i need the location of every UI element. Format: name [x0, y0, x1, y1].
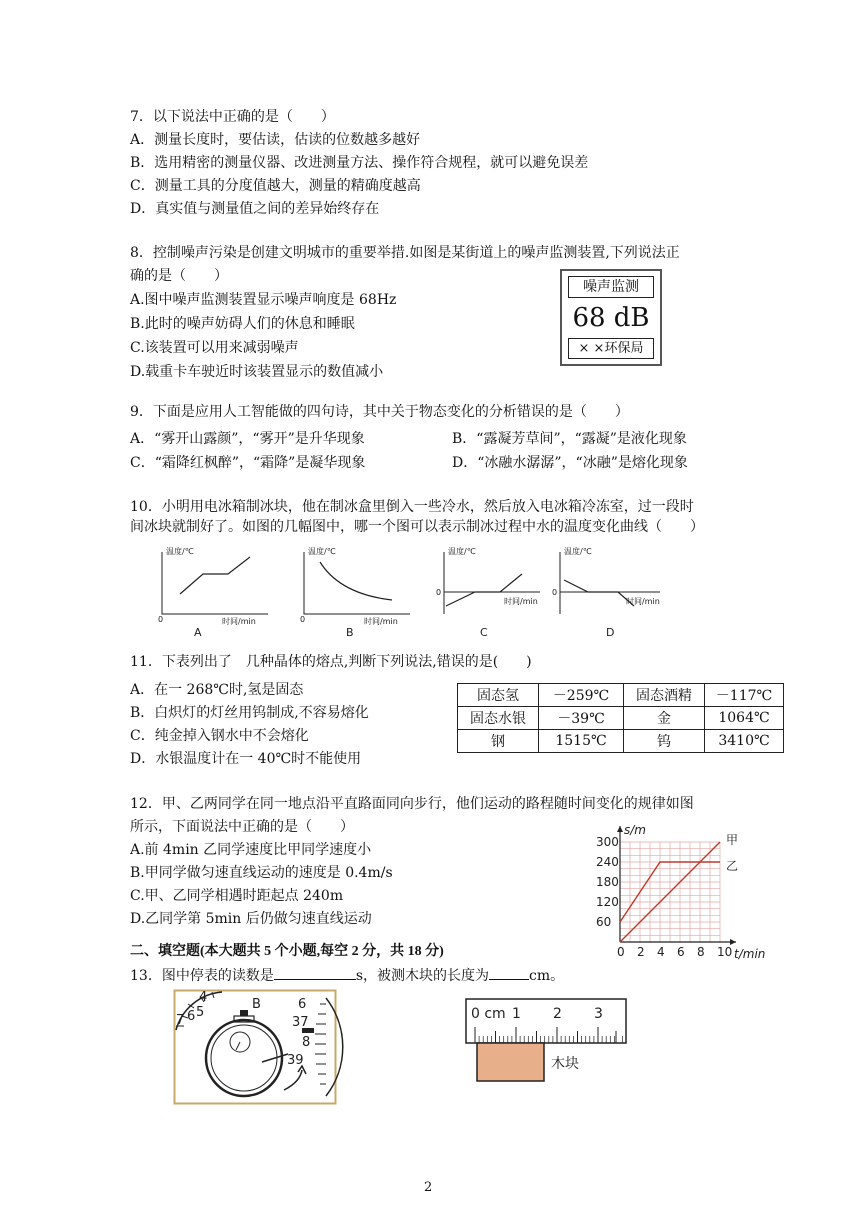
q8-stem-line1: 8．控制噪声污染是创建文明城市的重要举措.如图是某街道上的噪声监测装置,下列说法正 [130, 245, 680, 261]
graph-b-ylabel: 温度/℃ [308, 547, 336, 556]
series-label: 乙 [726, 859, 739, 873]
x-tick-label: 0 [617, 945, 625, 959]
watch-inner-39: 39 [287, 1053, 304, 1068]
table-cell: －117℃ [705, 684, 784, 707]
table-cell: 3410℃ [705, 730, 784, 753]
q12-stem-line1: 12．甲、乙两同学在同一地点沿平直路面同向步行，他们运动的路程随时间变化的规律如图 [130, 796, 694, 812]
x-tick-label: 10 [717, 945, 733, 959]
series-label: 甲 [726, 833, 739, 847]
noise-monitor-agency: × ×环保局 [568, 338, 654, 359]
q12-option-d: D.乙同学第 5min 后仍做匀速直线运动 [130, 911, 372, 927]
graph-a-axes [162, 552, 268, 614]
graph-d-curve [564, 580, 634, 606]
graph-d-origin: 0 [552, 588, 558, 597]
graph-a-xlabel: 时间/min [222, 617, 256, 626]
graph-a-ylabel: 温度/℃ [166, 547, 194, 556]
q12-option-b: B.甲同学做匀速直线运动的速度是 0.4m/s [130, 865, 393, 881]
table-row [458, 730, 784, 753]
x-tick-label: 6 [677, 945, 685, 959]
noise-monitor-reading: 68 dB [572, 303, 650, 333]
y-axis-arrow [617, 826, 623, 832]
q8-option-c: C.该装置可以用来减弱噪声 [130, 340, 299, 356]
x-axis-label: t/min [734, 947, 766, 961]
table-cell: 1515℃ [539, 730, 624, 753]
q9-option-b: B．“露凝芳草间”，“露凝”是液化现象 [452, 431, 687, 447]
watch-inner-6: 6 [298, 997, 307, 1012]
table-cell: 固态水银 [458, 707, 539, 730]
watch-outer-7: 7 [176, 1013, 185, 1028]
watch-outer-6: 6 [187, 1009, 196, 1024]
q12-option-c: C.甲、乙同学相遇时距起点 240m [130, 888, 344, 904]
q7-option-b: B．选用精密的测量仪器、改进测量方法、操作符合规程，就可以避免误差 [130, 155, 589, 171]
q11-option-a: A．在一 268℃时,氢是固态 [130, 682, 304, 698]
table-cell: 固态酒精 [624, 684, 705, 707]
q8-option-b: B.此时的噪声妨碍人们的休息和睡眠 [130, 316, 355, 332]
graph-d-xlabel: 时间/min [626, 597, 660, 606]
q9-option-d: D．“冰融水潺潺”，“冰融”是熔化现象 [452, 455, 688, 471]
table-cell: 金 [624, 707, 705, 730]
q8-option-a: A.图中噪声监测装置显示噪声响度是 68Hz [130, 292, 397, 308]
watch-outer-4: 4 [199, 990, 208, 1005]
q13-part2: s，被测木块的长度为 [355, 968, 490, 984]
q13-part1: 13．图中停表的读数是 [130, 968, 274, 984]
q13-blank-2[interactable] [489, 965, 529, 980]
graph-c-xlabel: 时间/min [504, 597, 538, 606]
ruler-unit-label: 0 cm [471, 1006, 506, 1022]
q13-part3: cm。 [529, 968, 565, 984]
graph-d-label: D [606, 626, 615, 639]
table-cell: －259℃ [539, 684, 624, 707]
q10-temperature-graphs [140, 542, 710, 642]
table-row [458, 707, 784, 730]
ruler-tick-2: 2 [553, 1006, 562, 1022]
graph-b-origin: 0 [300, 615, 306, 624]
table-cell: 1064℃ [705, 707, 784, 730]
y-tick-label: 240 [596, 855, 619, 869]
q11-option-c: C．纯金掉入钢水中不会熔化 [130, 728, 309, 744]
graph-c-ylabel: 温度/℃ [448, 547, 476, 556]
y-tick-label: 60 [596, 915, 612, 929]
q9-option-c: C．“霜降红枫醉”，“霜降”是凝华现象 [130, 455, 366, 471]
section-2-title: 二、填空题(本大题共 5 个小题,每空 2 分，共 18 分) [130, 944, 444, 959]
melting-point-table [457, 683, 784, 753]
q10-stem-line2: 间冰块就制好了。如图的几幅图中，哪一个图可以表示制冰过程中水的温度变化曲线（ ） [130, 519, 704, 535]
distance-time-chart [590, 818, 770, 966]
y-tick-label: 180 [596, 875, 619, 889]
graph-d-ylabel: 温度/℃ [564, 547, 592, 556]
table-row [458, 684, 784, 707]
q10-stem-line1: 10．小明用电冰箱制冰块，他在制冰盒里倒入一些冷水，然后放入电冰箱冷冻室，过一段时 [130, 499, 694, 515]
q9-stem: 9．下面是应用人工智能做的四句诗，其中关于物态变化的分析错误的是（ ） [130, 404, 629, 420]
graph-a-origin: 0 [158, 615, 164, 624]
q11-stem: 11．下表列出了 几种晶体的熔点,判断下列说法,错误的是( ) [130, 654, 532, 670]
q9-option-a: A．“雾开山露颜”，“雾开”是升华现象 [130, 431, 365, 447]
graph-c-label: C [480, 626, 488, 639]
q8-option-d: D.载重卡车驶近时该装置显示的数值减小 [130, 364, 384, 380]
page-number: 2 [424, 1180, 433, 1195]
stopwatch-figure [174, 990, 336, 1104]
q11-option-d: D．水银温度计在一 40℃时不能使用 [130, 751, 362, 767]
q12-option-a: A.前 4min 乙同学速度比甲同学速度小 [130, 842, 372, 858]
ruler-figure [465, 998, 627, 1084]
watch-inner-37: 37 [292, 1015, 309, 1030]
graph-b-curve [320, 562, 392, 600]
graph-b-axes [304, 552, 410, 614]
q11-option-b: B．白炽灯的灯丝用钨制成,不容易熔化 [130, 705, 369, 721]
ruler-tick-1: 1 [512, 1006, 521, 1022]
table-cell: 钨 [624, 730, 705, 753]
q8-stem-line2: 确的是（ ） [130, 268, 228, 284]
watch-inner-8: 8 [302, 1035, 311, 1050]
x-tick-label: 8 [697, 945, 705, 959]
q7-option-c: C．测量工具的分度值越大，测量的精确度越高 [130, 178, 421, 194]
table-cell: 固态氢 [458, 684, 539, 707]
x-tick-label: 2 [637, 945, 645, 959]
watch-letter: B [252, 997, 261, 1012]
table-cell: 钢 [458, 730, 539, 753]
table-cell: －39℃ [539, 707, 624, 730]
y-tick-label: 300 [596, 835, 619, 849]
q13-blank-1[interactable] [274, 965, 356, 980]
graph-c-origin: 0 [436, 588, 442, 597]
watch-outer-5: 5 [196, 1005, 205, 1020]
x-tick-label: 4 [657, 945, 665, 959]
graph-b-label: B [346, 626, 354, 639]
q7-option-a: A．测量长度时，要估读，估读的位数越多越好 [130, 132, 421, 148]
wood-block-label: 木块 [551, 1056, 579, 1072]
graph-b-xlabel: 时间/min [364, 617, 398, 626]
q12-stem-line2: 所示，下面说法中正确的是（ ） [130, 819, 354, 835]
noise-monitor-device [560, 269, 662, 366]
q7-option-d: D．真实值与测量值之间的差异始终存在 [130, 201, 380, 217]
noise-monitor-title: 噪声监测 [568, 276, 654, 298]
graph-a-curve [180, 557, 250, 594]
y-axis-label: s/m [624, 823, 646, 837]
wood-block [477, 1043, 544, 1081]
q7-stem: 7．以下说法中正确的是（ ） [130, 109, 335, 125]
q13-stem [130, 965, 564, 986]
y-tick-label: 120 [596, 895, 619, 909]
graph-a-label: A [194, 626, 202, 639]
ruler-tick-3: 3 [594, 1006, 603, 1022]
